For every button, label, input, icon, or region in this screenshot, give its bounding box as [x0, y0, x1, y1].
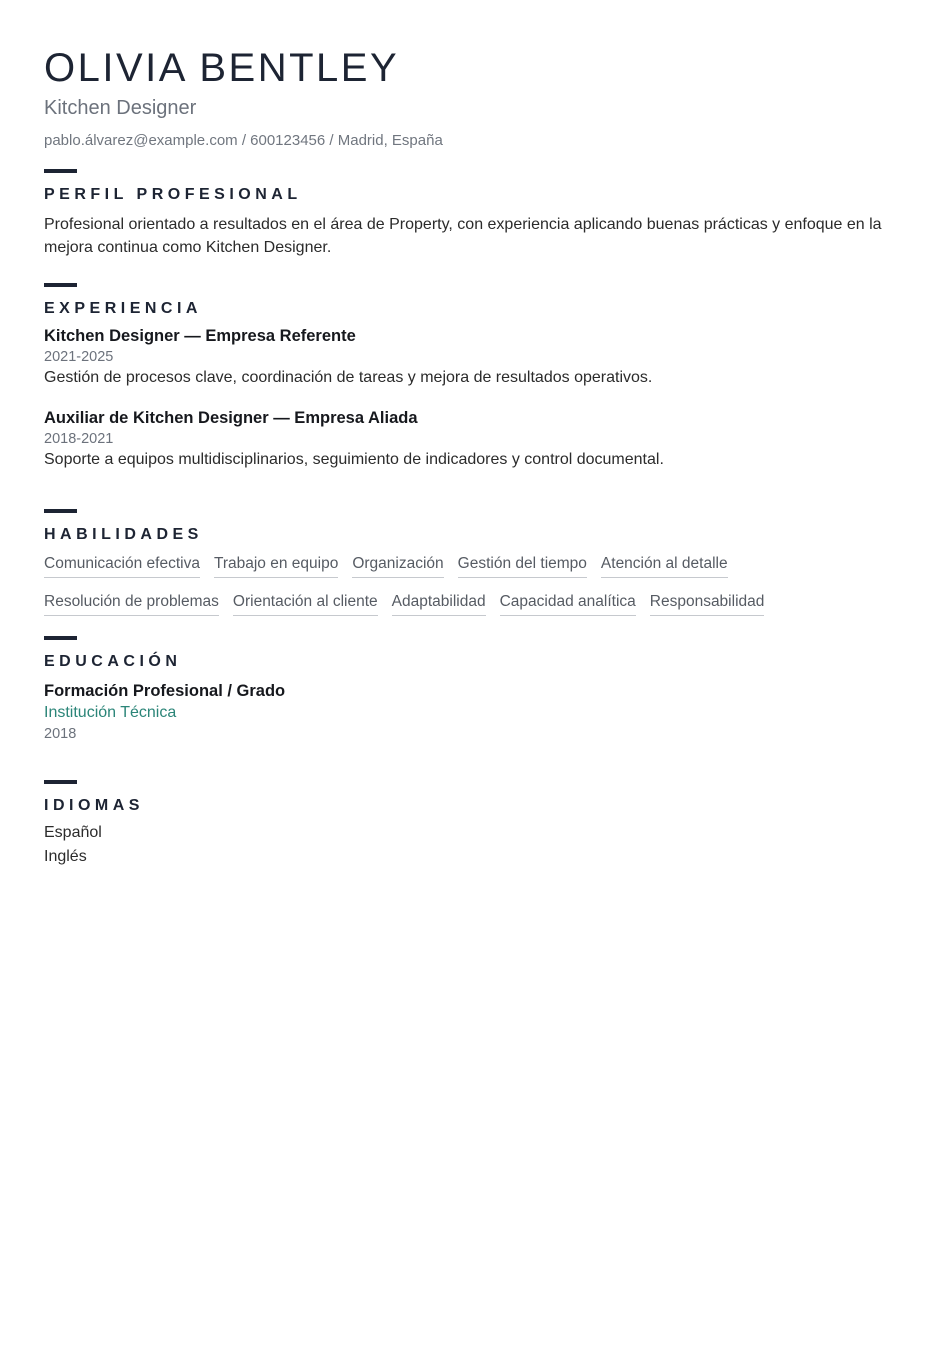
section-divider [44, 780, 77, 784]
section-divider [44, 283, 77, 287]
experience-item [44, 409, 902, 469]
skill-item: Resolución de problemas [44, 593, 219, 616]
language-item: Inglés [44, 848, 87, 866]
section-heading-experience: EXPERIENCIA [44, 300, 202, 318]
section-profile [44, 169, 902, 259]
job-title: Kitchen Designer — Empresa Referente [44, 327, 356, 346]
section-divider [44, 509, 77, 513]
section-experience [44, 283, 902, 469]
skill-item: Gestión del tiempo [458, 555, 587, 578]
person-job-title: Kitchen Designer [44, 97, 197, 119]
section-heading-skills: HABILIDADES [44, 526, 203, 544]
section-heading-profile: PERFIL PROFESIONAL [44, 186, 302, 203]
job-description: Soporte a equipos multidisciplinarios, seguimiento de indicadores y control documental. [44, 451, 664, 469]
skill-item: Atención al detalle [601, 555, 728, 578]
experience-item [44, 327, 902, 387]
skill-item: Orientación al cliente [233, 593, 378, 616]
job-description: Gestión de procesos clave, coordinación de tareas y mejora de resultados operativos. [44, 369, 653, 387]
section-education [44, 636, 902, 742]
contact-line: pablo.álvarez@example.com / 600123456 / Madrid, España [44, 132, 443, 149]
job-dates: 2018-2021 [44, 431, 114, 448]
section-skills [44, 509, 902, 616]
profile-text: Profesional orientado a resultados en el área de Property, con experiencia aplicando buenas prácticas y enfoque en la mejora continua como Kitchen Designer. [44, 216, 882, 257]
education-year: 2018 [44, 726, 77, 743]
job-dates: 2021-2025 [44, 349, 114, 366]
skill-item: Capacidad analítica [500, 593, 636, 616]
skill-item: Adaptabilidad [392, 593, 486, 616]
skill-item: Responsabilidad [650, 593, 765, 616]
skills-list [44, 555, 902, 616]
education-degree: Formación Profesional / Grado [44, 682, 286, 701]
skill-item: Comunicación efectiva [44, 555, 200, 578]
skill-item: Trabajo en equipo [214, 555, 338, 578]
section-languages [44, 780, 902, 866]
section-divider [44, 169, 77, 173]
section-divider [44, 636, 77, 640]
person-name: OLIVIA BENTLEY [44, 46, 400, 90]
education-institution: Institución Técnica [44, 704, 177, 722]
skill-item: Organización [352, 555, 443, 578]
language-item: Español [44, 824, 102, 842]
job-title: Auxiliar de Kitchen Designer — Empresa Aliada [44, 409, 418, 428]
section-heading-education: EDUCACIÓN [44, 653, 182, 671]
section-heading-languages: IDIOMAS [44, 797, 144, 815]
resume-header [44, 46, 902, 149]
